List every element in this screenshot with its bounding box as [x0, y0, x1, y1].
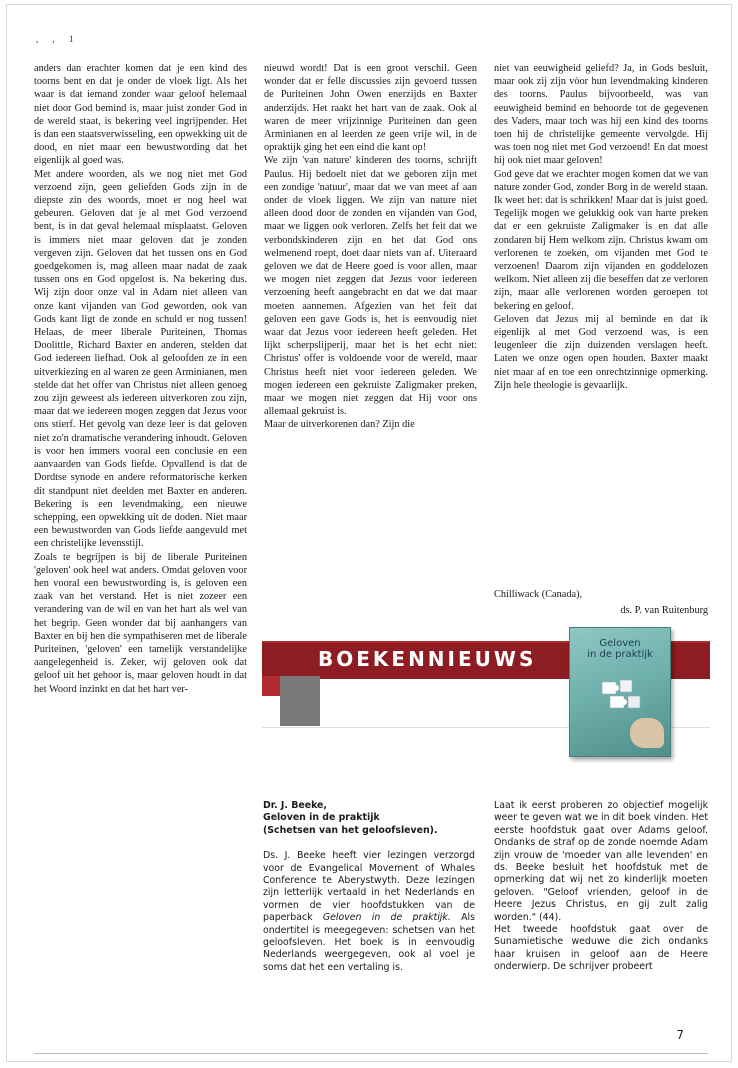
- review-book-title: Geloven in de praktijk: [263, 812, 380, 824]
- review-column-1: [263, 800, 475, 974]
- banner-accent-gray: [280, 676, 320, 726]
- review-heading: [263, 800, 475, 837]
- banner-accent-red: [262, 676, 280, 696]
- signoff-place: Chilliwack (Canada),: [494, 589, 583, 600]
- book-cover-title: [570, 638, 670, 660]
- review-book-reference: Geloven in de praktijk.: [322, 912, 451, 924]
- review-author: Dr. J. Beeke,: [263, 800, 327, 811]
- paragraph: Geloven dat Jezus mij al beminde en dat ik eigenlijk al met God verzoend was, is een leugenleer die zijn duizenden verslagen heeft. Laten we onze ogen open houden. Baxter maakt niet maar af en toe een onrechtzinnige opmerking. Zijn hele theologie is gevaarlijk.: [494, 313, 708, 391]
- paragraph: God geve dat we erachter mogen komen dat we van nature zonder God, zonder Borg in de wereld staan. Ik weet het: dat is schrikken! Maar dat is juist goed. Tegelijk mogen we gelukkig ook van harte preken dat er een gekruiste Zaligmaker is en dat alle zondaren bij Hem welkom zijn. Christus kwam om verlorenen te zoeken, om vijanden met God te verzoenen! Daarom zijn vijanden en goddelozen welkom. Niet alleen zij die beseffen dat ze verloren zijn, maar alle verlorenen worden geroepen tot bekering en geloof.: [494, 168, 708, 312]
- review-paragraph: [263, 850, 475, 974]
- section-title: BOEKENNIEUWS: [318, 647, 537, 671]
- page-marks: , , 1: [36, 34, 80, 44]
- puzzle-pieces-icon: [600, 678, 644, 714]
- book-cover-title-line: Geloven: [599, 638, 641, 649]
- footer-rule: [34, 1053, 708, 1054]
- review-column-2: [494, 800, 708, 974]
- paragraph: Zoals te begrijpen is bij de liberale Puriteinen 'geloven' ook heel wat anders. Omdat geloven voor hen vooral een bewustwording is, is geloven een zaak van het verstand. Het is niet zozeer een verandering van de wil en van het hart als wel van het begrip. Geen wonder dat bij aanhangers van Baxter en bij hen die sympathiseren met de liberale Puriteinen, 'geloven' een tamelijk verstandelijke aangelegenheid is. Zeker, wij geloven ook dat geloof uit het gehoor is, maar geloven houdt in dat het Woord inzinkt en dat het hart ver-: [34, 551, 247, 695]
- review-paragraph: Laat ik eerst proberen zo objectief mogelijk weer te geven wat we in dit boek vinden. Het eerste hoofdstuk gaat over Adams geloof. Ondanks de straf op de zonde noemde Adam zijn vrouw de 'moeder van alle levenden' en ds. Beeke besluit het hoofdstuk met de opmerking dat wij net zo kinderlijk moeten geloven. "Geloof vrienden, geloof in de Heere Jezus Christus, en gij zult zalig worden." (44).: [494, 800, 708, 923]
- paragraph: niet van eeuwigheid geliefd? Ja, in Gods besluit, maar ook zij zijn vòor hun levendmaking kinderen des toorns. Paulus bijvoorbeeld, was van eeuwigheid bemind en behoorde tot de gegevenen des Vaders, maar toch was hij een kind des toorns toen hij de christelijke gemeente vervolgde. Hij was toen nog niet met God verzoend! En dat moest hij ook niet maar geloven!: [494, 63, 708, 167]
- review-book-subtitle: (Schetsen van het geloofsleven).: [263, 824, 438, 836]
- review-text: Ds. J. Beeke heeft vier lezingen verzorgd voor de Evangelical Movement of Whales Conference te Aberystwyth. Deze lezingen zijn letterlijk vertaald in het Nederlands en vormen de vier hoofdstukken van de paperback: [263, 850, 475, 924]
- book-cover-image: [569, 627, 671, 757]
- paragraph: nieuwd wordt! Dat is een groot verschil. Geen wonder dat er felle discussies zijn gevoerd tussen de Puriteinen John Owen enerzijds en Baxter anderzijds. Het raakt het hart van de zaak. Ook al waren de meer vrijzinnige Puriteinen dan geen Arminianen en al leerden ze geen vrije wil, in de opraktijk ging het een eind die kant op!: [264, 63, 477, 154]
- book-cover-title-line: in de praktijk: [587, 649, 653, 660]
- paragraph: We zijn 'van nature' kinderen des toorns, schrijft Paulus. Hij bedoelt niet dat we geboren zijn met een zondige 'natuur', maar dat we van meet af aan onder de vloek liggen. We zijn van nature niet alleen dood door de zonden en vijanden van God, maar we liggen ook verloren. Zelfs het feit dat we verbondskinderen zijn en het dat God ons welmenend roept, doet daar niets van af. Uiteraard geloven we dat de Heere goed is voor allen, maar we mogen niet zeggen dat Jezus voor iedereen verzoening heeft aangebracht en dat we dat maar moeten aannemen. Afgezien van het feit dat geloven een gave Gods is, het is eenvoudig niet waar dat Jezus voor iedereen heeft geleden. Het lijkt scherpslijperij, maar het is het echt niet: Christus' offer is voldoende voor de wereld, maar Christus heeft niet voor iedereen geleden. We mogen iedereen een gekruiste Zaligmaker preken, maar we mogen niet zeggen dat Hij voor ons allemaal gekruist is.: [264, 155, 477, 418]
- article-column-3: [494, 62, 708, 582]
- paragraph: anders dan erachter komen dat je een kind des toorns bent en dat je onder de vloek ligt. Als het waar is dat iemand zonder waar geloof helemaal niet door God bemind is, maar juist zonder God in de wereld staat, is bekering veel ingrijpender. Het is dan een staatsverwisseling, een opwekking uit de dood, en niet maar een bewustwording dat het eigenlijk al goed was.: [34, 63, 247, 167]
- hand-illustration: [630, 718, 664, 748]
- paragraph: Met andere woorden, als we nog niet met God verzoend zijn, geen geliefden Gods zijn in de diepste zin des woords, moet er nog heel wat gebeuren. Geloven dat je al met God verzoend bent, is in dat geval helemaal misplaatst. Geloven is immers niet maar geloven dat je zonden vergeven zijn. Geloven dat het tussen ons en God goedgekomen is, mag alleen maar nadat de zaak tussen ons en God opgelost is. Na bekering dus. Wij zijn door onze val in Adam niet alleen van onze kant vijanden van God geworden, ook van Gods kant ligt de zonde en schuld er nog tussen! Helaas, de meer liberale Puriteinen, Thomas Doolittle, Richard Baxter en anderen, stelden dat God iedereen liefhad. Ook al geloofden ze in een uitverkiezing en al waren ze geen Arminianen, men stelde dat het offer van Christus niet alleen genoeg zou zijn geweest als iedereen uitverkoren zou zijn, maar dat we iedereen mogen zeggen dat Jezus voor ons stierf. Het gevolg van deze leer is dat geloven niet zo'n dramatische verandering inhoudt. Geloven is voor hen immers vooral een conclusie en een aanvaarden van Gods liefde. Opvallend is dat de Dordtse synode en andere reformatorische kerken dit standpunt niet deelden met Baxter en anderen. Bekering is een levendmaking, een nieuwe schepping, een opwekking uit de doden. Niet maar een bewustworden van Gods liefde aangevuld met een christelijke levensstijl.: [34, 168, 247, 550]
- review-text: Als ondertitel is meegegeven: schetsen van het geloofsleven. Het boek is in eenvoudig Nederlands weergegeven, ook al voel je soms dat het een vertaling is.: [263, 912, 476, 973]
- paragraph: Maar de uitverkorenen dan? Zijn die: [264, 419, 415, 431]
- article-column-1: [34, 62, 247, 1027]
- article-column-2: [264, 62, 477, 642]
- page-number: 7: [676, 1028, 684, 1042]
- article-signoff: [494, 587, 708, 619]
- review-paragraph: Het tweede hoofdstuk gaat over de Sunamietische weduwe die zich ondanks haar kruisen in geloof aan de Heere onderwierp. De schrijver probeert: [494, 924, 708, 973]
- signoff-author: ds. P. van Ruitenburg: [620, 605, 708, 616]
